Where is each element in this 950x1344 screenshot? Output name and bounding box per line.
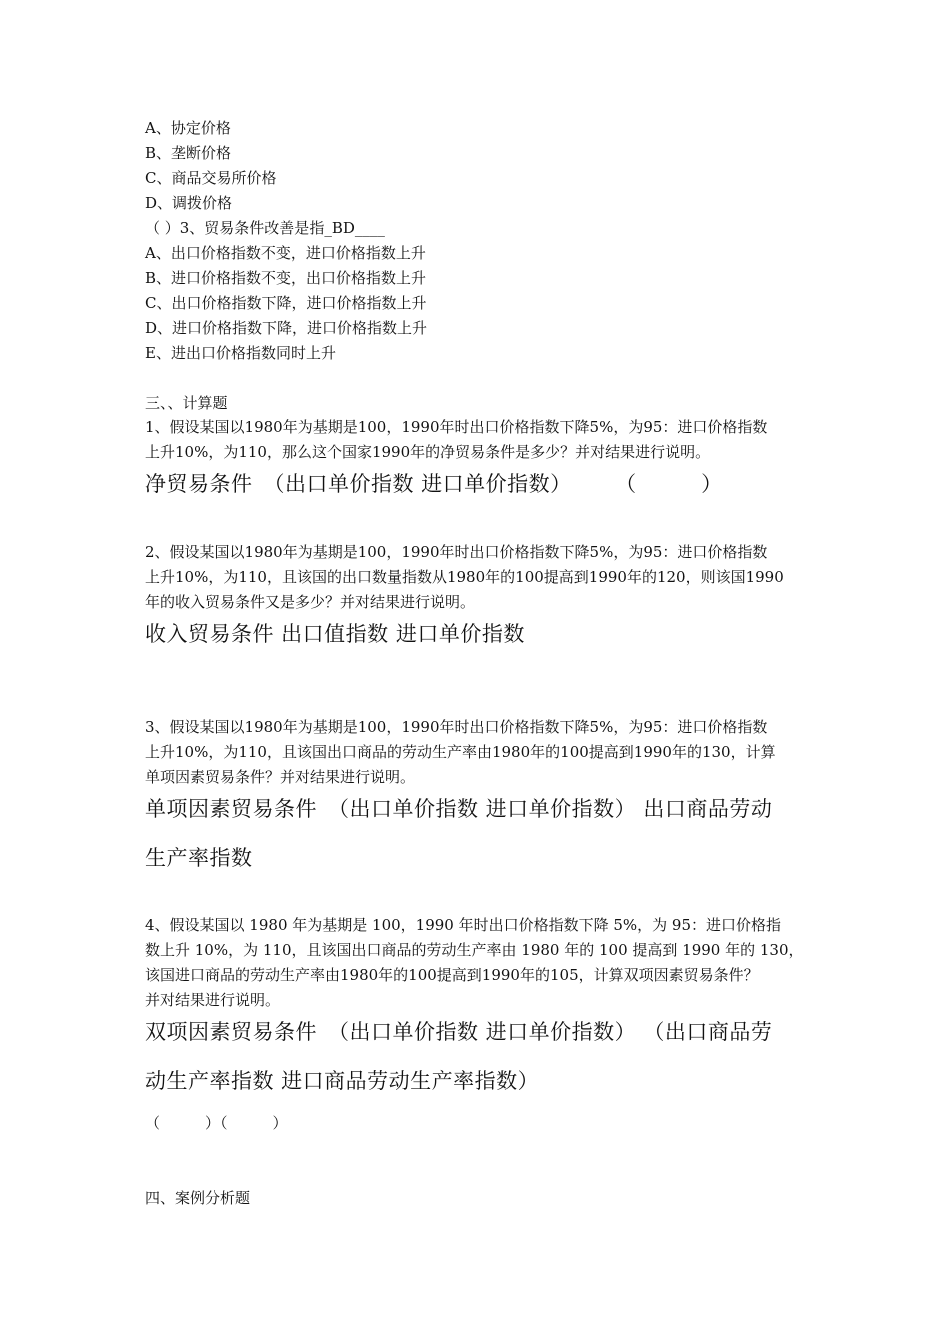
problem-4-line: 4、假设某国以 1980 年为基期是 100，1990 年时出口价格指数下降 5%，为 95：进口价格指 [145,916,782,934]
q3-option-c: C、出口价格指数下降，进口价格指数上升 [145,294,427,312]
problem-4-line: 该国进口商品的劳动生产率由1980年的100提高到1990年的105，计算双项因素贸易条件？ [145,966,759,984]
q3-option-b: B、进口价格指数不变，出口价格指数上升 [145,269,427,287]
problem-3-answer-formula: 单项因素贸易条件 （出口单价指数 进口单价指数） 出口商品劳动 [145,797,773,821]
problem-1-line: 1、假设某国以1980年为基期是100，1990年时出口价格指数下降5%，为95：进口价格指数 [145,418,768,436]
question-3-stem: （ ）3、贸易条件改善是指_BD____ [145,219,385,237]
problem-2-text [145,540,810,615]
problem-2-line: 2、假设某国以1980年为基期是100，1990年时出口价格指数下降5%，为95：进口价格指数 [145,543,768,561]
choice-b: B、垄断价格 [145,144,232,162]
q3-option-a: A、出口价格指数不变，进口价格指数上升 [145,244,426,262]
problem-3-text [145,715,810,790]
problem-4-line: 并对结果进行说明。 [145,991,281,1009]
problem-2-answer-formula: 收入贸易条件 出口值指数 进口单价指数 [145,622,525,646]
section-4-title: 四、案例分析题 [145,1189,251,1207]
problem-3-line: 单项因素贸易条件？并对结果进行说明。 [145,768,416,786]
choice-d: D、调拨价格 [145,194,233,212]
problem-4-line: 数上升 10%，为 110，且该国出口商品的劳动生产率由 1980 年的 100 提高到 1990 年的 130， [145,941,804,959]
problem-3-line: 上升10%，为110，且该国出口商品的劳动生产率由1980年的100提高到1990年的130，计算 [145,743,776,761]
q3-option-e: E、进出口价格指数同时上升 [145,344,336,362]
choice-c: C、商品交易所价格 [145,169,277,187]
problem-3-line: 3、假设某国以1980年为基期是100，1990年时出口价格指数下降5%，为95：进口价格指数 [145,718,768,736]
problem-4-answer-blanks: （ ）（ ） [145,1114,288,1132]
problem-4-answer-formula-cont: 动生产率指数 进口商品劳动生产率指数） [145,1069,540,1093]
problem-4-answer-formula: 双项因素贸易条件 （出口单价指数 进口单价指数） （出口商品劳 [145,1020,773,1044]
problem-1-line: 上升10%，为110，那么这个国家1990年的净贸易条件是多少？并对结果进行说明。 [145,443,711,461]
problem-1-text [145,415,810,465]
problem-3-answer-formula-cont: 生产率指数 [145,846,253,870]
q3-option-d: D、进口价格指数下降，进口价格指数上升 [145,319,428,337]
problem-4-text [145,913,810,1013]
problem-2-line: 上升10%，为110，且该国的出口数量指数从1980年的100提高到1990年的120，则该国1990 [145,568,784,586]
choice-a: A、协定价格 [145,119,231,137]
problem-2-line: 年的收入贸易条件又是多少？并对结果进行说明。 [145,593,476,611]
problem-1-answer-formula: 净贸易条件 （出口单价指数 进口单价指数） （ ） [145,472,723,496]
section-3-title: 三、、计算题 [145,394,228,412]
